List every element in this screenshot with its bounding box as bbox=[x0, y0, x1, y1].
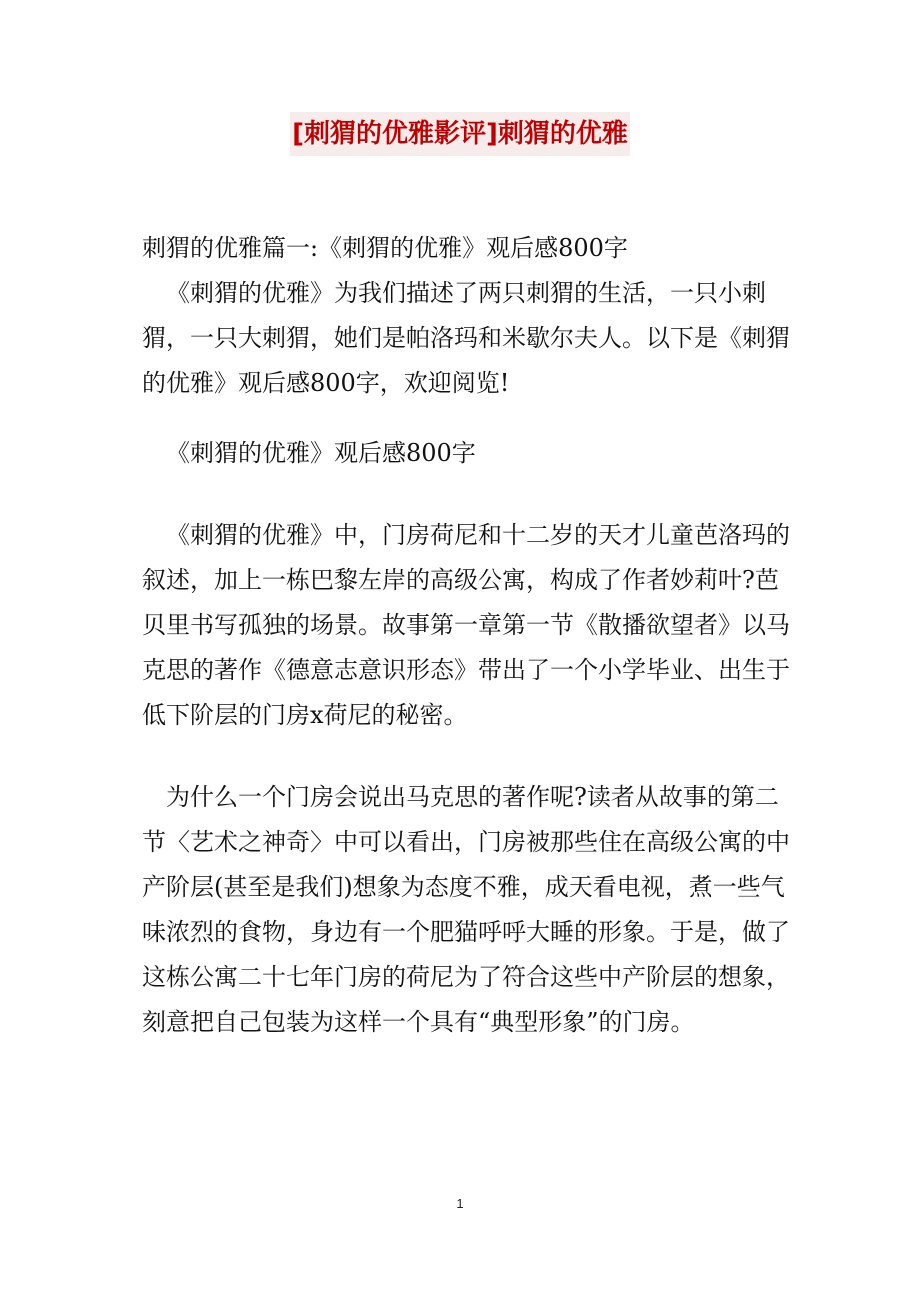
subheading: 《刺猬的优雅》观后感800字 bbox=[166, 439, 476, 467]
page-number: 1 bbox=[456, 1196, 464, 1211]
body-paragraph: 为什么一个门房会说出马克思的著作呢?读者从故事的第二节〈艺术之神奇〉中可以看出，门房被那些住在高级公寓的中产阶层(甚至是我们)想象为态度不雅，成天看电视，煮一些气味浓烈的食物，身边有一个肥猫呼呼大睡的形象。于是，做了这栋公寓二十七年门房的荷尼为了符合这些中产阶层的想象，刻意把自己包装为这样一个具有“典型形象”的门房。 bbox=[142, 783, 790, 1036]
document-title: [刺猬的优雅影评]刺猬的优雅 bbox=[290, 112, 630, 156]
document-body bbox=[142, 226, 802, 1045]
body-paragraph: 《刺猬的优雅》中，门房荷尼和十二岁的天才儿童芭洛玛的叙述，加上一栋巴黎左岸的高级公寓，构成了作者妙莉叶?芭贝里书写孤独的场景。故事第一章第一节《散播欲望者》以马克思的著作《德意志意识形态》带出了一个小学毕业、出生于低下阶层的门房x荷尼的秘密。 bbox=[142, 521, 790, 729]
title-container bbox=[0, 112, 920, 156]
section-heading: 刺猬的优雅篇一:《刺猬的优雅》观后感800字 bbox=[142, 234, 628, 262]
intro-paragraph: 《刺猬的优雅》为我们描述了两只刺猬的生活，一只小刺猬，一只大刺猬，她们是帕洛玛和米歇尔夫人。以下是《刺猬的优雅》观后感800字，欢迎阅览! bbox=[142, 279, 790, 397]
